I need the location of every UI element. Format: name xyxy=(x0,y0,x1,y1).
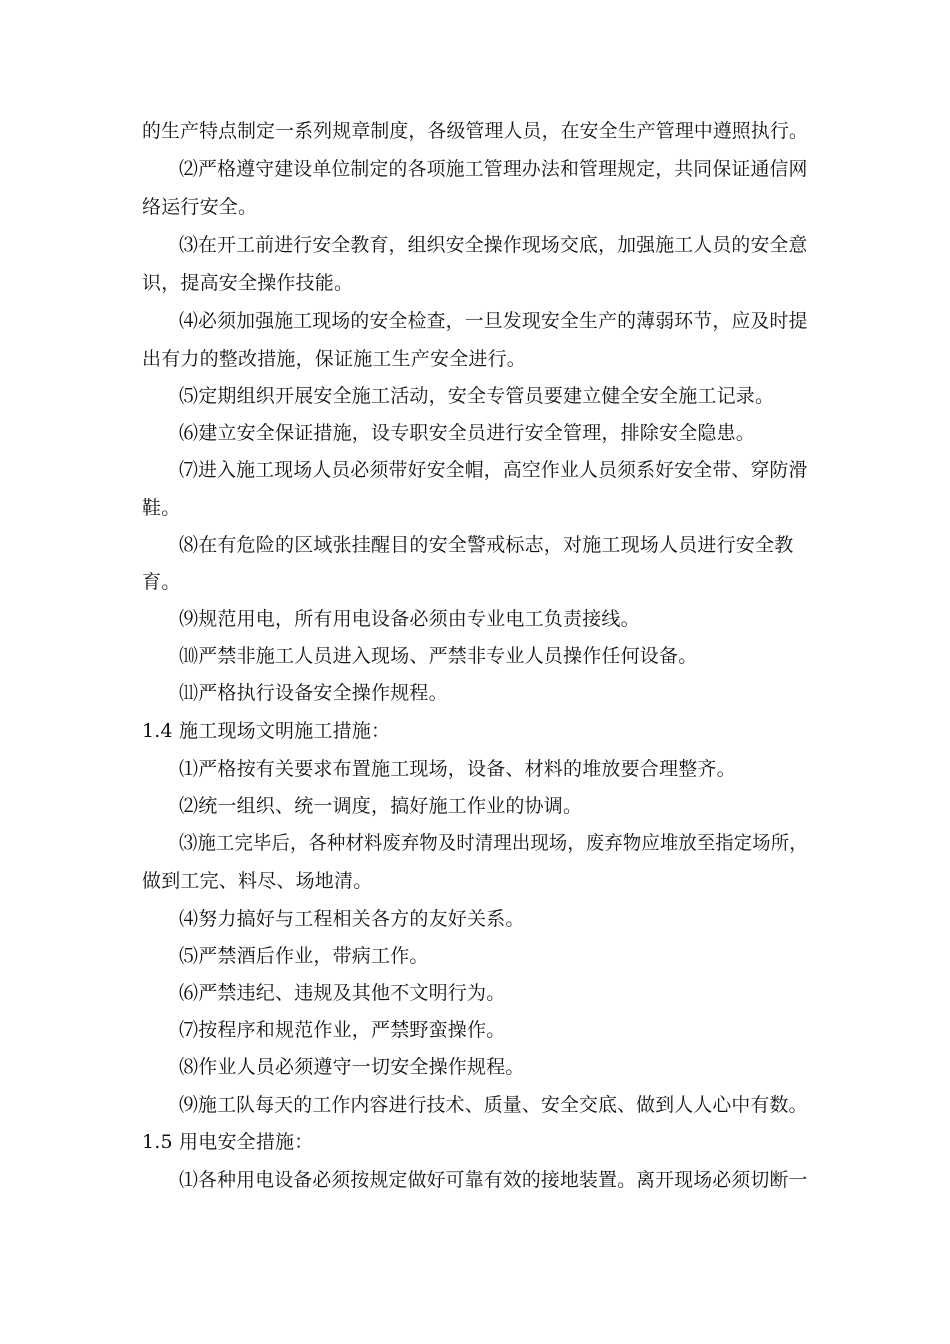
text-line: ⑹建立安全保证措施，设专职安全员进行安全管理，排除安全隐患。 xyxy=(179,422,756,444)
text-line: ⑼施工队每天的工作内容进行技术、质量、安全交底、做到人人心中有数。 xyxy=(179,1094,808,1116)
text-line: ⑹严禁违纪、违规及其他不文明行为。 xyxy=(179,982,506,1004)
text-line: ⑴严格按有关要求布置施工现场，设备、材料的堆放要合理整齐。 xyxy=(179,758,736,780)
text-line: ⑷必须加强施工现场的安全检查，一旦发现安全生产的薄弱环节，应及时提 xyxy=(179,310,808,332)
text-line: ⑷努力搞好与工程相关各方的友好关系。 xyxy=(179,908,525,930)
text-line: 出有力的整改措施，保证施工生产安全进行。 xyxy=(142,348,527,370)
text-line: ⑻作业人员必须遵守一切安全操作规程。 xyxy=(179,1056,525,1078)
text-line: 识，提高安全操作技能。 xyxy=(142,272,354,294)
section-heading: 1.4 施工现场文明施工措施： xyxy=(142,720,391,742)
text-line: ⑵严格遵守建设单位制定的各项施工管理办法和管理规定，共同保证通信网 xyxy=(179,158,808,180)
text-line: ⑸定期组织开展安全施工活动，安全专管员要建立健全安全施工记录。 xyxy=(179,385,775,407)
text-line: ⑽严禁非施工人员进入现场、严禁非专业人员操作任何设备。 xyxy=(179,645,698,667)
text-line: ⑼规范用电，所有用电设备必须由专业电工负责接线。 xyxy=(179,608,640,630)
text-line: ⑾严格执行设备安全操作规程。 xyxy=(179,682,448,704)
text-line: 育。 xyxy=(142,571,181,593)
text-line: ⑺按程序和规范作业，严禁野蛮操作。 xyxy=(179,1019,506,1041)
text-line: ⑺进入施工现场人员必须带好安全帽，高空作业人员须系好安全带、穿防滑 xyxy=(179,459,808,481)
text-line: ⑶在开工前进行安全教育，组织安全操作现场交底，加强施工人员的安全意 xyxy=(179,234,808,256)
text-line: ⑸严禁酒后作业，带病工作。 xyxy=(179,945,429,967)
text-line: 鞋。 xyxy=(142,497,181,519)
text-line: ⑵统一组织、统一调度，搞好施工作业的协调。 xyxy=(179,795,583,817)
text-line: ⑴各种用电设备必须按规定做好可靠有效的接地装置。离开现场必须切断一 xyxy=(179,1169,808,1191)
section-heading: 1.5 用电安全措施： xyxy=(142,1131,314,1153)
text-line: 络运行安全。 xyxy=(142,196,258,218)
text-line: ⑻在有危险的区域张挂醒目的安全警戒标志，对施工现场人员进行安全教 xyxy=(179,534,794,556)
text-line: 的生产特点制定一系列规章制度，各级管理人员，在安全生产管理中遵照执行。 xyxy=(142,120,809,142)
text-line: 做到工完、料尽、场地清。 xyxy=(142,870,373,892)
text-line: ⑶施工完毕后，各种材料废弃物及时清理出现场，废弃物应堆放至指定场所， xyxy=(179,832,808,854)
